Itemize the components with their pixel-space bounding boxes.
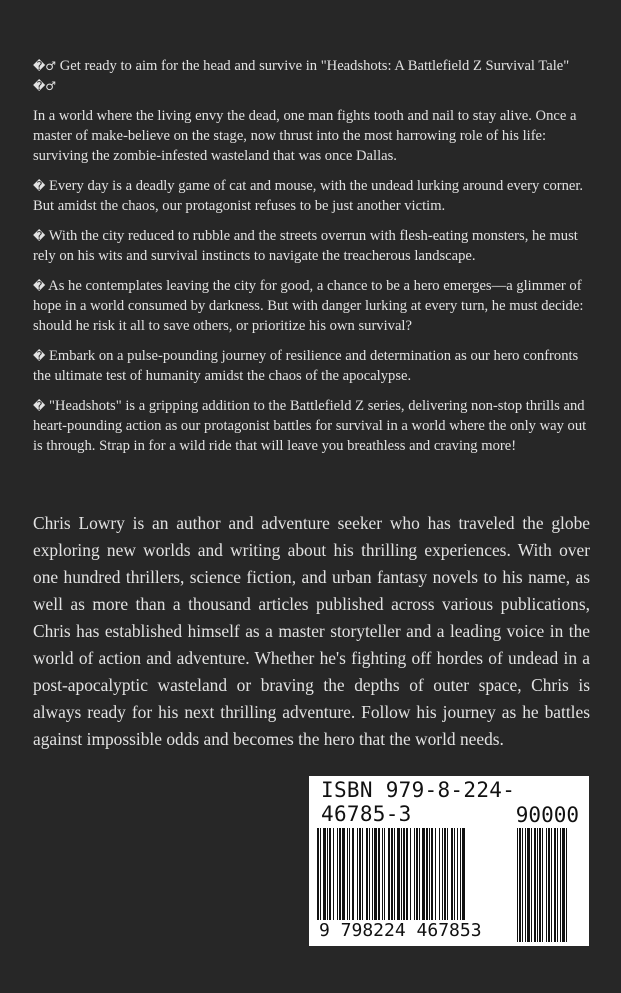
isbn-barcode — [309, 776, 589, 946]
blurb-text-6: Embark on a pulse-pounding journey of resilience and determination as our hero confronts the ultimate test of humanity amidst the chaos of the apocalypse. — [33, 348, 579, 384]
replacement-glyph-icon: � — [33, 279, 46, 293]
blurb-paragraph-3 — [33, 176, 593, 216]
blurb-text-1: Get ready to aim for the head and survive in "Headshots: A Battlefield Z Survival Tale" — [59, 58, 570, 74]
replacement-glyph-icon: �♂ — [33, 79, 57, 93]
blurb-text-5: As he contemplates leaving the city for good, a chance to be a hero emerges—a glimmer of hope in a world consumed by darkness. But with danger lurking at every turn, he must decide: should he risk it all to save others, or prioritize his own survival? — [33, 278, 584, 334]
book-blurb — [33, 56, 593, 466]
blurb-paragraph-1 — [33, 56, 593, 96]
replacement-glyph-icon: � — [33, 399, 46, 413]
price-code: 90000 — [515, 803, 579, 827]
blurb-paragraph-5 — [33, 276, 593, 336]
blurb-paragraph-4 — [33, 226, 593, 266]
author-bio-text: Chris Lowry is an author and adventure seeker who has traveled the globe exploring new worlds and writing about his thrilling experiences. With over one hundred thrillers, science fiction, and urban fantasy novels to his name, as well as more than a thousand articles published across various publications, Chris has established himself as a master storyteller and a leading voice in the world of action and adventure. Whether he's fighting off hordes of undead in a post-apocalyptic wasteland or braving the depths of outer space, Chris is always ready for his next thrilling adventure. Follow his journey as he battles against impossible odds and becomes the hero that the world needs. — [33, 513, 590, 749]
barcode-digits: 9 798224 467853 — [317, 920, 505, 942]
isbn-label: ISBN 979-8-224-46785-3 — [321, 778, 516, 826]
blurb-paragraph-2 — [33, 106, 593, 166]
blurb-paragraph-6 — [33, 346, 593, 386]
replacement-glyph-icon: � — [33, 229, 46, 243]
blurb-text-4: With the city reduced to rubble and the streets overrun with flesh-eating monsters, he must rely on his wits and survival instincts to navigate the treacherous landscape. — [33, 228, 578, 264]
blurb-text-7: "Headshots" is a gripping addition to the Battlefield Z series, delivering non-stop thrills and heart-pounding action as our protagonist battles for survival in a world where the only way out is through. Strap in for a wild ride that will leave you breathless and craving more! — [33, 398, 587, 454]
replacement-glyph-icon: � — [33, 179, 46, 193]
replacement-glyph-icon: � — [33, 349, 46, 363]
blurb-paragraph-7 — [33, 396, 593, 456]
blurb-text-3: Every day is a deadly game of cat and mouse, with the undead lurking around every corner. But amidst the chaos, our protagonist refuses to be just another victim. — [33, 178, 584, 214]
replacement-glyph-icon: �♂ — [33, 59, 57, 73]
blurb-text-2: In a world where the living envy the dead, one man fights tooth and nail to stay alive. Once a master of make-believe on the stage, now thrust into the most harrowing role of his life: surviving the zombie-infested wasteland that was once Dallas. — [33, 108, 577, 164]
author-bio — [33, 510, 590, 753]
